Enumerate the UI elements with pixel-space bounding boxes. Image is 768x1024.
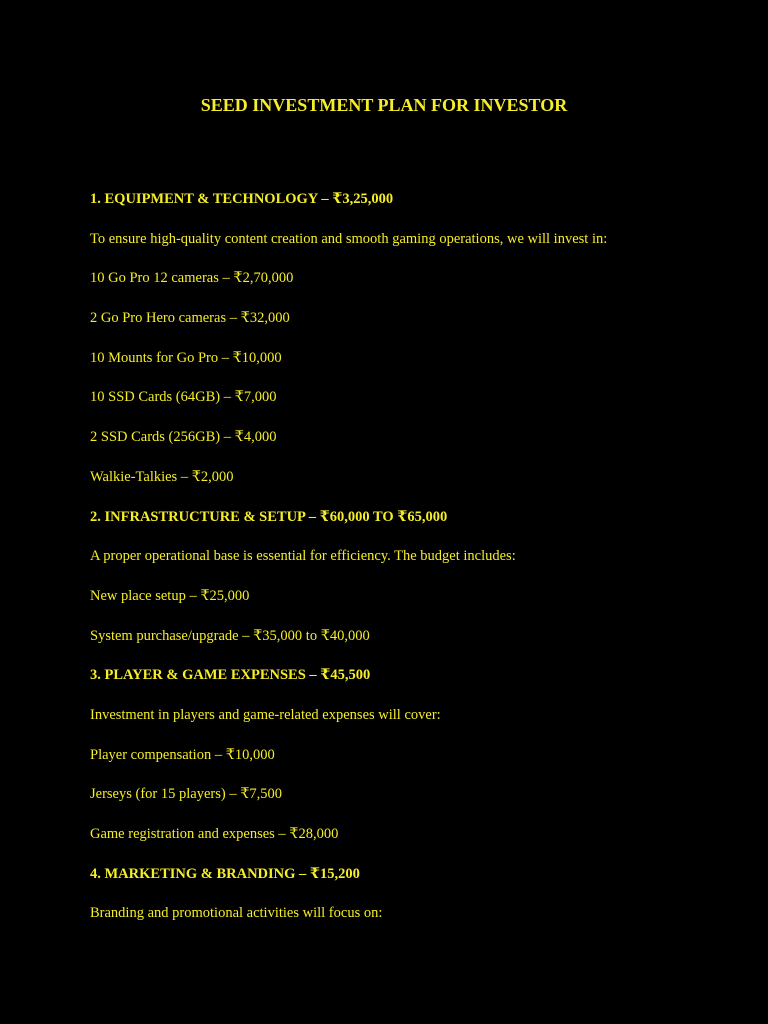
document-title: SEED INVESTMENT PLAN FOR INVESTOR	[200, 95, 568, 115]
section-heading-equipment: 1. EQUIPMENT & TECHNOLOGY – ₹3,25,000	[90, 191, 394, 207]
list-item: Jerseys (for 15 players) – ₹7,500	[90, 786, 283, 803]
section-heading-marketing: 4. MARKETING & BRANDING – ₹15,200	[90, 865, 360, 882]
list-item: 10 SSD Cards (64GB) – ₹7,000	[90, 389, 277, 406]
section-heading-infrastructure: 2. INFRASTRUCTURE & SETUP – ₹60,000 TO ₹65,000	[90, 508, 448, 525]
list-item: New place setup – ₹25,000	[90, 587, 250, 604]
paragraph-player-game-intro: Investment in players and game-related expenses will cover:	[90, 706, 441, 723]
document-body	[90, 188, 710, 942]
paragraph-equipment-intro: To ensure high-quality content creation and smooth gaming operations, we will invest in:	[90, 230, 608, 247]
list-item: Game registration and expenses – ₹28,000	[90, 826, 339, 842]
list-item: Walkie-Talkies – ₹2,000	[90, 468, 234, 485]
section-heading-player-game: 3. PLAYER & GAME EXPENSES – ₹45,500	[90, 667, 371, 684]
list-item: System purchase/upgrade – ₹35,000 to ₹40,000	[90, 627, 370, 644]
list-item: 2 SSD Cards (256GB) – ₹4,000	[90, 429, 277, 446]
list-item: Player compensation – ₹10,000	[90, 746, 275, 763]
list-item: 10 Go Pro 12 cameras – ₹2,70,000	[90, 270, 294, 287]
paragraph-infrastructure-intro: A proper operational base is essential for efficiency. The budget includes:	[90, 548, 516, 565]
list-item: 2 Go Pro Hero cameras – ₹32,000	[90, 310, 290, 327]
list-item: 10 Mounts for Go Pro – ₹10,000	[90, 349, 282, 366]
paragraph-marketing-intro: Branding and promotional activities will focus on:	[90, 905, 383, 922]
